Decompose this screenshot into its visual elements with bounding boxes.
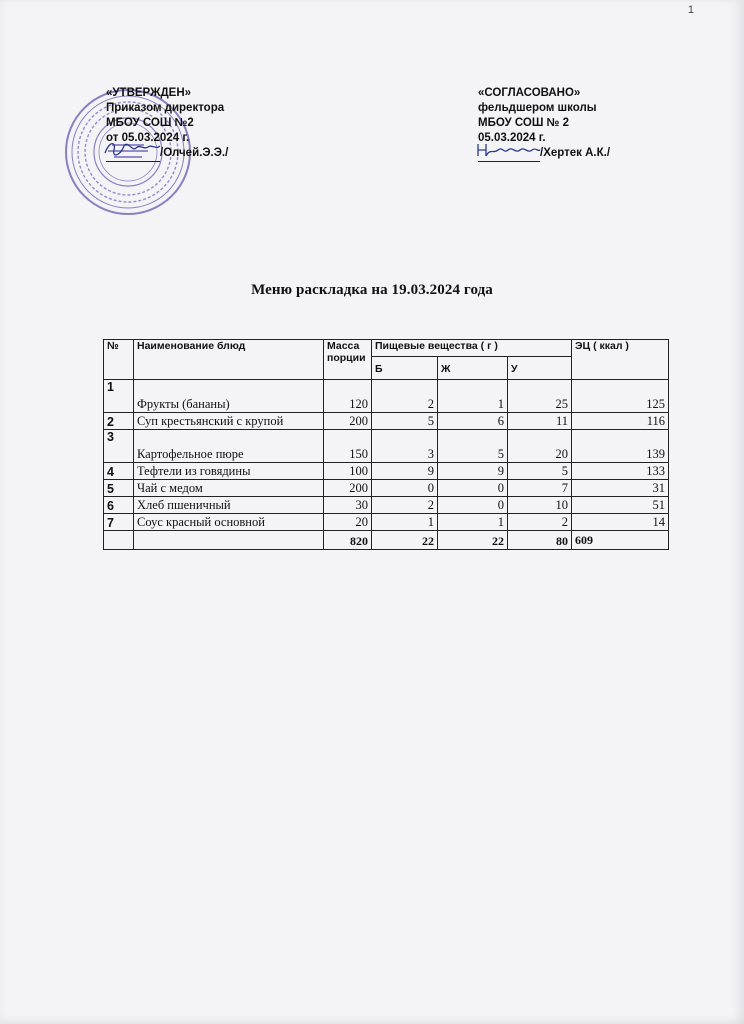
header-nutrients: Пищевые вещества ( г ) (372, 340, 572, 357)
agreement-heading: «СОГЛАСОВАНО» (478, 87, 581, 99)
header-num: № (104, 340, 134, 380)
dish-carbs: 11 (508, 413, 572, 430)
header-energy: ЭЦ ( ккал ) (572, 340, 669, 380)
dish-fat: 1 (438, 514, 508, 531)
dish-fat: 6 (438, 413, 508, 430)
dish-energy: 14 (572, 514, 669, 531)
total-carbs: 80 (508, 531, 572, 550)
approval-signature-row (106, 146, 228, 162)
row-number: 2 (104, 413, 134, 430)
dish-mass: 200 (324, 480, 372, 497)
dish-protein: 9 (372, 463, 438, 480)
dish-protein: 3 (372, 430, 438, 463)
total-fat: 22 (438, 531, 508, 550)
dish-name: Хлеб пшеничный (134, 497, 324, 514)
agreement-signature-row (478, 146, 610, 162)
agreement-school: МБОУ СОШ № 2 (478, 117, 569, 129)
table-row (104, 413, 669, 430)
dish-energy: 125 (572, 380, 669, 413)
dish-fat: 5 (438, 430, 508, 463)
approval-heading: «УТВЕРЖДЕН» (106, 87, 192, 99)
total-energy: 609 (572, 531, 669, 550)
director-name: /Олчей.Э.Э./ (160, 147, 229, 159)
row-number: 4 (104, 463, 134, 480)
total-empty-num (104, 531, 134, 550)
header-row-top (104, 340, 669, 357)
handwritten-signature (474, 138, 544, 160)
total-protein: 22 (372, 531, 438, 550)
row-number: 3 (104, 430, 134, 463)
table-row (104, 380, 669, 413)
dish-protein: 2 (372, 497, 438, 514)
dish-protein: 5 (372, 413, 438, 430)
table-row (104, 463, 669, 480)
dish-name: Соус красный основной (134, 514, 324, 531)
dish-name: Картофельное пюре (134, 430, 324, 463)
approval-block-right (478, 86, 610, 162)
approval-school: МБОУ СОШ №2 (106, 117, 194, 129)
dish-carbs: 25 (508, 380, 572, 413)
signature-line (478, 146, 540, 162)
dish-carbs: 20 (508, 430, 572, 463)
dish-mass: 200 (324, 413, 372, 430)
dish-mass: 150 (324, 430, 372, 463)
dish-carbs: 5 (508, 463, 572, 480)
row-number: 1 (104, 380, 134, 413)
dish-energy: 51 (572, 497, 669, 514)
handwritten-signature (102, 138, 164, 160)
page-title: Меню раскладка на 19.03.2024 года (251, 282, 493, 298)
header-protein: Б (372, 357, 438, 380)
header-carbs: У (508, 357, 572, 380)
row-number: 7 (104, 514, 134, 531)
approval-date: от 05.03.2024 г. (106, 132, 190, 144)
dish-energy: 139 (572, 430, 669, 463)
dish-name: Тефтели из говядины (134, 463, 324, 480)
dish-carbs: 2 (508, 514, 572, 531)
total-mass: 820 (324, 531, 372, 550)
table-row (104, 514, 669, 531)
agreement-date: 05.03.2024 г. (478, 132, 546, 144)
menu-table (103, 339, 669, 550)
agreement-role: фельдшером школы (478, 102, 597, 114)
dish-mass: 100 (324, 463, 372, 480)
dish-carbs: 10 (508, 497, 572, 514)
dish-energy: 116 (572, 413, 669, 430)
signature-line (106, 146, 160, 162)
dish-name: Чай с медом (134, 480, 324, 497)
dish-mass: 120 (324, 380, 372, 413)
corner-mark: 1 (687, 4, 694, 16)
header-dish-name: Наименование блюд (134, 340, 324, 380)
dish-name: Фрукты (бананы) (134, 380, 324, 413)
table-row (104, 480, 669, 497)
dish-mass: 20 (324, 514, 372, 531)
dish-name: Суп крестьянский с крупой (134, 413, 324, 430)
dish-mass: 30 (324, 497, 372, 514)
header-mass: Масса порции (324, 340, 372, 380)
dish-fat: 9 (438, 463, 508, 480)
approval-order-text: Приказом директора (106, 102, 225, 114)
dish-fat: 0 (438, 480, 508, 497)
dish-carbs: 7 (508, 480, 572, 497)
dish-energy: 133 (572, 463, 669, 480)
header-fat: Ж (438, 357, 508, 380)
total-row (104, 531, 669, 550)
total-empty-name (134, 531, 324, 550)
table-row (104, 497, 669, 514)
dish-energy: 31 (572, 480, 669, 497)
dish-protein: 0 (372, 480, 438, 497)
table-row (104, 430, 669, 463)
dish-fat: 1 (438, 380, 508, 413)
dish-protein: 2 (372, 380, 438, 413)
feldsher-name: /Хертек А.К./ (540, 147, 611, 159)
dish-protein: 1 (372, 514, 438, 531)
row-number: 5 (104, 480, 134, 497)
approval-block-left (106, 86, 228, 162)
row-number: 6 (104, 497, 134, 514)
dish-fat: 0 (438, 497, 508, 514)
